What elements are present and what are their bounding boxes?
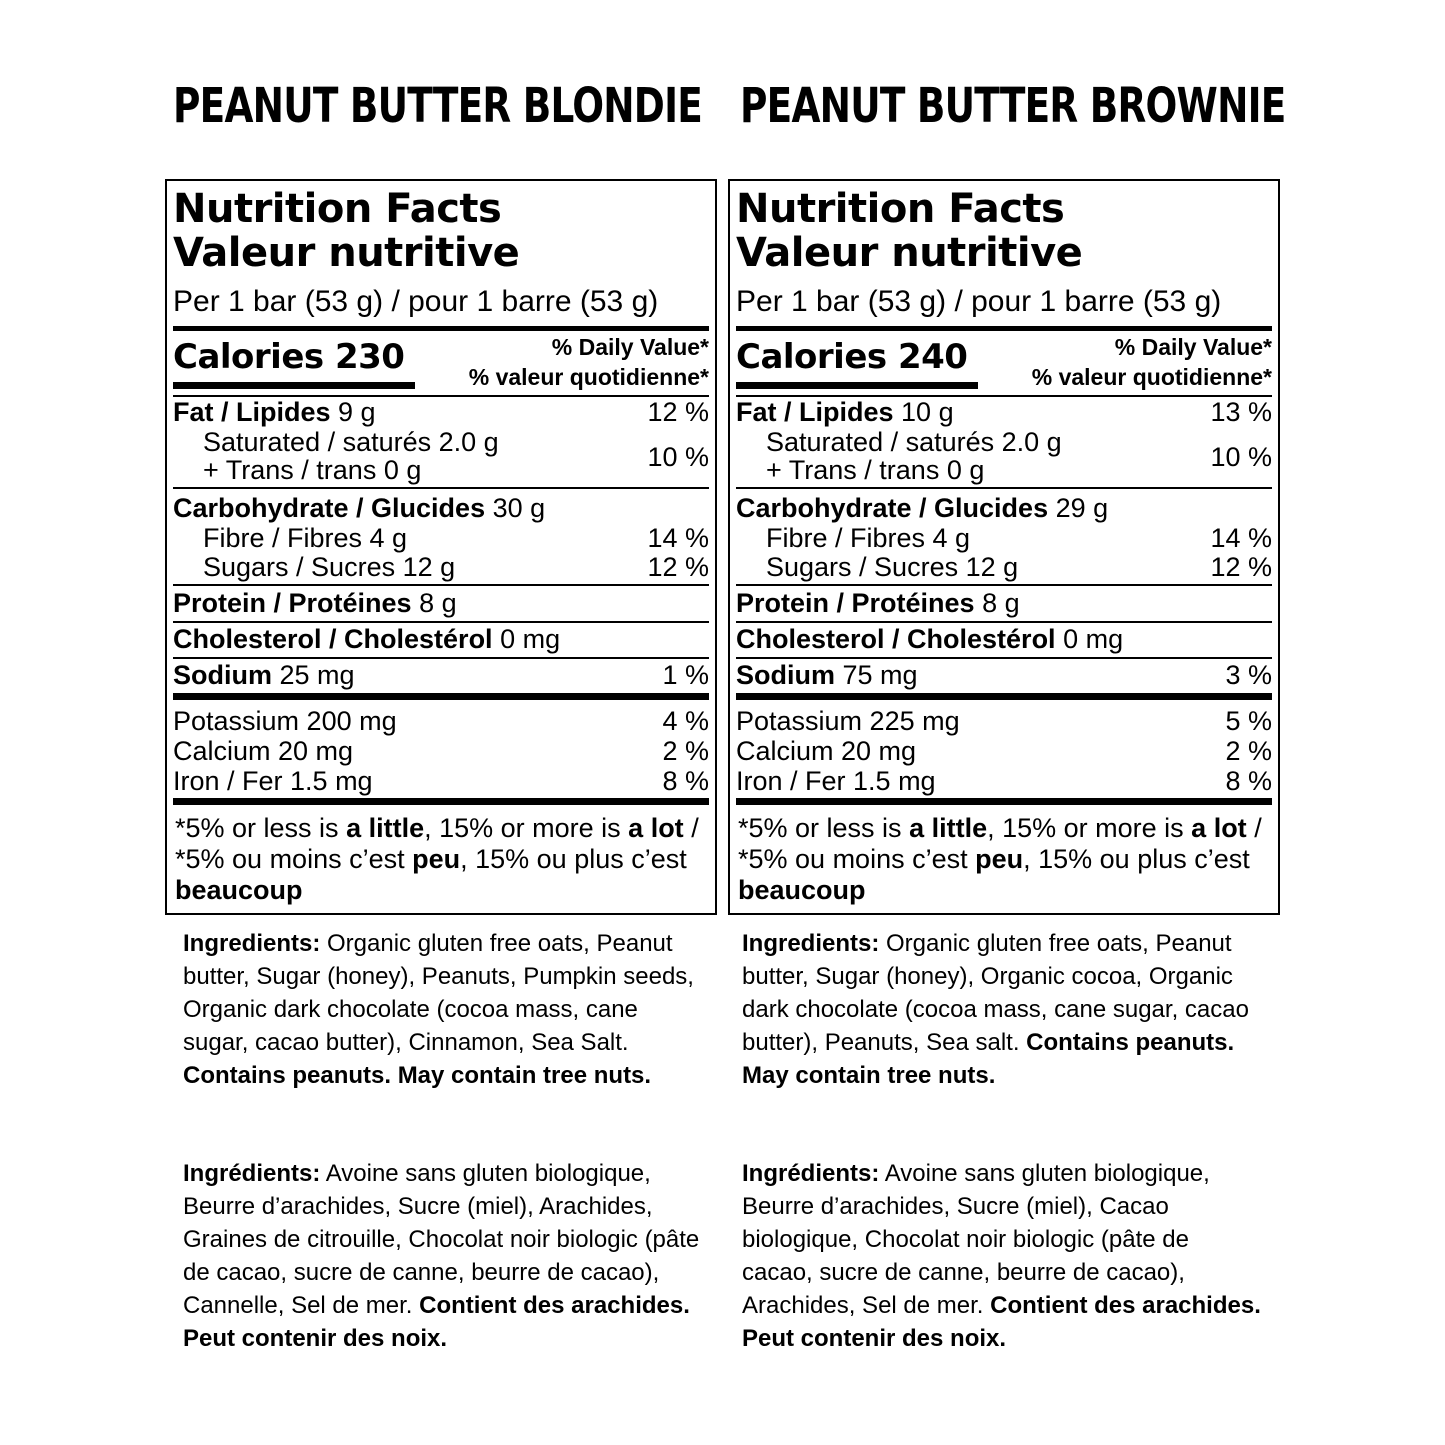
ingredients-fr <box>183 1157 703 1355</box>
nutrition-facts-title: Nutrition Facts <box>736 186 1065 232</box>
nutrient-label: Protein / Protéines <box>173 588 412 618</box>
daily-value-percent: 10 % <box>1210 442 1272 472</box>
footnote-bold: beaucoup <box>175 875 303 905</box>
nutrient-label: Potassium 225 mg <box>736 706 960 736</box>
daily-value-percent: 2 % <box>662 736 709 766</box>
nutrition-facts-title: Nutrition Facts <box>173 186 502 232</box>
divider <box>173 326 709 331</box>
daily-value-header-fr: % valeur quotidienne* <box>468 364 709 390</box>
calories: Calories 230 <box>173 337 405 377</box>
ingredients-text: Avoine sans gluten biologique, Beurre d’arachides, Sucre (miel), Arachides, Graines de citrouille, Chocolat noir biologic (pâte de cacao, sucre de canne, beurre de cacao), Cannelle, Sel de mer. <box>183 1160 700 1319</box>
nutrient-label: Calcium 20 mg <box>173 736 354 766</box>
footnote-bold: a little <box>909 813 988 843</box>
protein-row <box>173 588 709 618</box>
divider <box>173 621 709 623</box>
daily-value-percent: 8 % <box>1225 766 1272 796</box>
nutrient-label: Carbohydrate / Glucides <box>736 493 1049 523</box>
daily-value-percent: 5 % <box>1225 706 1272 736</box>
saturated-row: Saturated / saturés 2.0 g <box>203 427 499 457</box>
nutrient-label: Cholesterol / Cholestérol <box>736 624 1056 654</box>
nutrient-amount: 29 g <box>1048 493 1109 523</box>
ingredients-label: Ingrédients: <box>183 1160 321 1187</box>
ingredients-text: Organic gluten free oats, Peanut butter, Sugar (honey), Peanuts, Pumpkin seeds, Organic dark chocolate (cocoa mass, cane sugar, cacao butter), Cinnamon, Sea Salt. <box>183 930 694 1056</box>
nutrient-label: Cholesterol / Cholestérol <box>173 624 493 654</box>
nutrient-label: Fat / Lipides <box>173 397 331 427</box>
allergen-warning: Contient des arachides. Peut contenir des noix. <box>183 1292 690 1352</box>
carbohydrate-row <box>736 493 1272 523</box>
ingredients-text: Avoine sans gluten biologique, Beurre d’arachides, Sucre (miel), Cacao biologique, Chocolat noir biologic (pâte de cacao, sucre de canne, beurre de cacao), Arachides, Sel de mer. <box>742 1160 1210 1319</box>
calcium-row <box>736 736 1272 766</box>
nutrient-label: Sugars / Sucres 12 g <box>766 552 1019 582</box>
product-title: PEANUT BUTTER BLONDIE <box>173 78 703 134</box>
product-title: PEANUT BUTTER BROWNIE <box>740 78 1286 134</box>
daily-value-footnote <box>175 813 715 906</box>
calcium-row <box>173 736 709 766</box>
footnote-bold: a lot <box>1191 813 1247 843</box>
footnote-bold: peu <box>412 844 461 874</box>
sugars-row <box>203 552 709 582</box>
nutrient-amount: 9 g <box>330 397 376 427</box>
daily-value-percent: 12 % <box>647 552 709 582</box>
nutrient-label: Iron / Fer 1.5 mg <box>173 766 373 796</box>
daily-value-percent: 2 % <box>1225 736 1272 766</box>
daily-value-percent: 1 % <box>662 660 709 690</box>
footnote-text: / *5% ou moins c’est <box>175 813 699 874</box>
footnote-text: , 15% or more is <box>987 813 1192 843</box>
calories-underline <box>736 382 978 389</box>
footnote-bold: a lot <box>628 813 684 843</box>
calories: Calories 240 <box>736 337 968 377</box>
nutrient-amount: 0 mg <box>492 624 561 654</box>
daily-value-percent: 4 % <box>662 706 709 736</box>
footnote-bold: peu <box>975 844 1024 874</box>
cholesterol-row <box>736 624 1272 654</box>
footnote-text: , 15% ou plus c’est <box>460 844 687 874</box>
ingredients-text: Organic gluten free oats, Peanut butter, Sugar (honey), Organic cocoa, Organic dark chocolate (cocoa mass, cane sugar, cacao butter), Peanuts, Sea salt. <box>742 930 1249 1056</box>
divider <box>736 487 1272 489</box>
nutrition-facts-panel <box>165 179 717 915</box>
serving-size: Per 1 bar (53 g) / pour 1 barre (53 g) <box>736 285 1222 318</box>
serving-size: Per 1 bar (53 g) / pour 1 barre (53 g) <box>173 285 659 318</box>
footnote-text: *5% or less is <box>175 813 347 843</box>
nutrient-amount: 0 mg <box>1055 624 1124 654</box>
daily-value-percent: 12 % <box>1210 552 1272 582</box>
protein-row <box>736 588 1272 618</box>
nutrient-label: Fibre / Fibres 4 g <box>766 523 971 553</box>
footnote-text: , 15% ou plus c’est <box>1023 844 1250 874</box>
ingredients-label: Ingredients: <box>742 930 880 957</box>
daily-value-percent: 3 % <box>1225 660 1272 690</box>
daily-value-percent: 14 % <box>647 523 709 553</box>
thick-divider <box>173 798 709 805</box>
nutrient-label: Fat / Lipides <box>736 397 894 427</box>
daily-value-percent: 14 % <box>1210 523 1272 553</box>
nutrition-facts-panel <box>728 179 1280 915</box>
daily-value-percent: 13 % <box>1210 397 1272 427</box>
valeur-nutritive-title: Valeur nutritive <box>736 230 1083 276</box>
nutrient-label: Iron / Fer 1.5 mg <box>736 766 936 796</box>
nutrient-amount: 75 mg <box>835 660 918 690</box>
nutrient-label: Fibre / Fibres 4 g <box>203 523 408 553</box>
ingredients-label: Ingrédients: <box>742 1160 880 1187</box>
daily-value-percent: 10 % <box>647 442 709 472</box>
nutrient-amount: 30 g <box>485 493 546 523</box>
thick-divider <box>173 693 709 700</box>
allergen-warning: Contient des arachides. Peut contenir des noix. <box>742 1292 1261 1352</box>
ingredients-en <box>183 927 703 1092</box>
sodium-row <box>173 660 709 690</box>
footnote-text: , 15% or more is <box>424 813 629 843</box>
nutrient-label: Calcium 20 mg <box>736 736 917 766</box>
daily-value-header: % Daily Value* <box>1114 334 1272 360</box>
allergen-warning: Contains peanuts. May contain tree nuts. <box>742 1029 1235 1089</box>
nutrient-amount: 25 mg <box>272 660 355 690</box>
fat-row <box>173 397 709 427</box>
potassium-row <box>173 706 709 736</box>
divider <box>736 326 1272 331</box>
trans-row: + Trans / trans 0 g <box>203 455 422 485</box>
saturated-row: Saturated / saturés 2.0 g <box>766 427 1062 457</box>
fibre-row <box>203 523 709 553</box>
cholesterol-row <box>173 624 709 654</box>
divider <box>173 584 709 586</box>
valeur-nutritive-title: Valeur nutritive <box>173 230 520 276</box>
sodium-row <box>736 660 1272 690</box>
footnote-bold: beaucoup <box>738 875 866 905</box>
fat-row <box>736 397 1272 427</box>
divider <box>736 657 1272 659</box>
nutrient-label: Sodium <box>736 660 835 690</box>
iron-row <box>736 766 1272 796</box>
iron-row <box>173 766 709 796</box>
divider <box>736 621 1272 623</box>
nutrient-amount: 8 g <box>411 588 457 618</box>
trans-row: + Trans / trans 0 g <box>766 455 985 485</box>
sugars-row <box>766 552 1272 582</box>
thick-divider <box>736 798 1272 805</box>
footnote-text: / *5% ou moins c’est <box>738 813 1262 874</box>
thick-divider <box>736 693 1272 700</box>
footnote-bold: a little <box>346 813 425 843</box>
daily-value-footnote <box>738 813 1278 906</box>
carbohydrate-row <box>173 493 709 523</box>
nutrient-label: Sugars / Sucres 12 g <box>203 552 456 582</box>
nutrient-label: Protein / Protéines <box>736 588 975 618</box>
divider <box>173 487 709 489</box>
nutrient-amount: 10 g <box>893 397 954 427</box>
nutrient-label: Carbohydrate / Glucides <box>173 493 486 523</box>
ingredients-fr <box>742 1157 1262 1355</box>
daily-value-percent: 12 % <box>647 397 709 427</box>
calories-underline <box>173 382 415 389</box>
ingredients-label: Ingredients: <box>183 930 321 957</box>
divider <box>173 657 709 659</box>
divider <box>736 584 1272 586</box>
nutrient-amount: 8 g <box>974 588 1020 618</box>
allergen-warning: Contains peanuts. May contain tree nuts. <box>183 1062 652 1089</box>
potassium-row <box>736 706 1272 736</box>
nutrient-label: Sodium <box>173 660 272 690</box>
daily-value-header-fr: % valeur quotidienne* <box>1031 364 1272 390</box>
ingredients-en <box>742 927 1262 1092</box>
footnote-text: *5% or less is <box>738 813 910 843</box>
fibre-row <box>766 523 1272 553</box>
nutrient-label: Potassium 200 mg <box>173 706 397 736</box>
daily-value-header: % Daily Value* <box>551 334 709 360</box>
daily-value-percent: 8 % <box>662 766 709 796</box>
